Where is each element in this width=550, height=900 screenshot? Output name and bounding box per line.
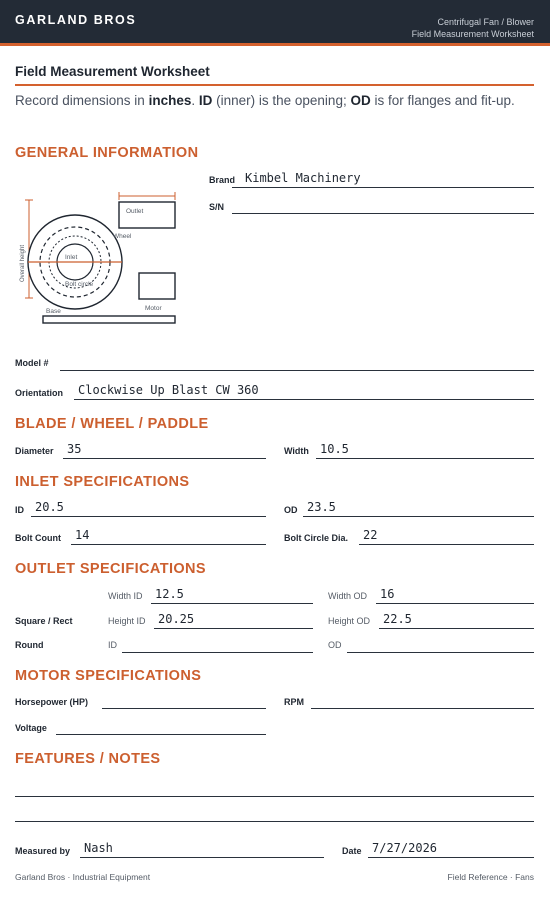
outlet-width-id-value[interactable]: 12.5	[155, 587, 184, 601]
bolt-count-field-value[interactable]: 14	[75, 528, 90, 542]
page-title: Field Measurement Worksheet	[15, 64, 210, 79]
measured-by-line	[80, 857, 324, 858]
section-notes-heading: FEATURES / NOTES	[15, 751, 161, 767]
brand-field-label: Brand	[209, 175, 236, 185]
section-inlet-heading: INLET SPECIFICATIONS	[15, 474, 190, 490]
round-od-label: OD	[328, 640, 342, 650]
wheel-label: Wheel	[113, 233, 132, 240]
date-value[interactable]: 7/27/2026	[372, 841, 438, 855]
model-field-line	[60, 370, 534, 371]
brand-field-value[interactable]: Kimbel Machinery	[245, 171, 361, 185]
outlet-width-od-line	[376, 603, 534, 604]
orientation-field-value[interactable]: Clockwise Up Blast CW 360	[78, 383, 259, 397]
blade-width-field-value[interactable]: 10.5	[320, 442, 349, 456]
inlet-od-field-label: OD	[284, 505, 298, 515]
outlet-height-id-label: Height ID	[108, 616, 146, 626]
measured-by-value[interactable]: Nash	[84, 841, 113, 855]
inlet-od-field-line	[303, 516, 534, 517]
blade-width-field-line	[316, 458, 534, 459]
outlet-width-od-label: Width OD	[328, 591, 368, 601]
rpm-field-line	[311, 708, 534, 709]
sn-field-label: S/N	[209, 202, 225, 212]
sn-field-line	[232, 213, 534, 214]
blade-width-field-label: Width	[284, 446, 309, 456]
outlet-height-id-value[interactable]: 20.25	[158, 612, 195, 626]
date-line	[368, 857, 534, 858]
diameter-field-line	[63, 458, 266, 459]
voltage-field-label: Voltage	[15, 723, 47, 733]
date-label: Date	[342, 846, 362, 856]
bolt-circle-label: Bolt circle	[65, 281, 94, 288]
footer-reference: Field Reference · Fans	[447, 872, 534, 882]
horsepower-field-line	[102, 708, 266, 709]
section-outlet-heading: OUTLET SPECIFICATIONS	[15, 561, 206, 577]
rpm-field-label: RPM	[284, 697, 304, 707]
inlet-id-field-line	[31, 516, 266, 517]
orientation-field-label: Orientation	[15, 388, 64, 398]
section-general-heading: GENERAL INFORMATION	[15, 145, 199, 161]
section-blade-heading: BLADE / WHEEL / PADDLE	[15, 416, 209, 432]
outlet-height-id-line	[154, 628, 313, 629]
section-motor-heading: MOTOR SPECIFICATIONS	[15, 668, 202, 684]
bolt-circle-field-value[interactable]: 22	[363, 528, 378, 542]
round-id-label: ID	[108, 640, 117, 650]
notes-line-2	[15, 821, 534, 822]
document-type-label: Centrifugal Fan / Blower	[437, 17, 534, 27]
notes-line-1	[15, 796, 534, 797]
horsepower-field-label: Horsepower (HP)	[15, 697, 89, 707]
outlet-label: Outlet	[126, 208, 144, 215]
outlet-height-od-label: Height OD	[328, 616, 371, 626]
fan-diagram	[15, 190, 185, 330]
document-type	[412, 16, 534, 40]
footer-company: Garland Bros · Industrial Equipment	[15, 872, 151, 882]
round-id-line	[122, 652, 313, 653]
orientation-field-line	[74, 399, 534, 400]
inlet-id-field-value[interactable]: 20.5	[35, 500, 64, 514]
round-label: Round	[15, 640, 44, 650]
bolt-count-field-label: Bolt Count	[15, 533, 61, 543]
inlet-od-field-value[interactable]: 23.5	[307, 500, 336, 514]
diameter-field-value[interactable]: 35	[67, 442, 82, 456]
bolt-circle-field-line	[359, 544, 534, 545]
outlet-width-od-value[interactable]: 16	[380, 587, 395, 601]
base-label: Base	[46, 308, 61, 315]
outlet-height-od-line	[379, 628, 534, 629]
brand-field-line	[232, 187, 534, 188]
document-subtitle: Field Measurement Worksheet	[411, 29, 534, 39]
round-od-line	[347, 652, 534, 653]
inlet-label: Inlet	[65, 254, 78, 261]
bolt-count-field-line	[71, 544, 266, 545]
brand-logo-text: GARLAND BROS	[15, 13, 137, 27]
outlet-width-id-line	[151, 603, 313, 604]
header-bar	[0, 0, 550, 46]
motor-label: Motor	[145, 305, 162, 312]
voltage-field-line	[56, 734, 266, 735]
square-rect-label: Square / Rect	[15, 616, 73, 626]
measured-by-label: Measured by	[15, 846, 71, 856]
model-field-label: Model #	[15, 358, 49, 368]
diameter-field-label: Diameter	[15, 446, 54, 456]
outlet-width-id-label: Width ID	[108, 591, 143, 601]
overall-height-label: Overall height	[20, 244, 26, 282]
inlet-id-field-label: ID	[15, 505, 24, 515]
intro-text: Record dimensions in inches. ID (inner) is the opening; OD is for flanges and fit-up.	[15, 93, 515, 108]
outlet-height-od-value[interactable]: 22.5	[383, 612, 412, 626]
title-divider	[15, 84, 534, 86]
bolt-circle-field-label: Bolt Circle Dia.	[284, 533, 349, 543]
